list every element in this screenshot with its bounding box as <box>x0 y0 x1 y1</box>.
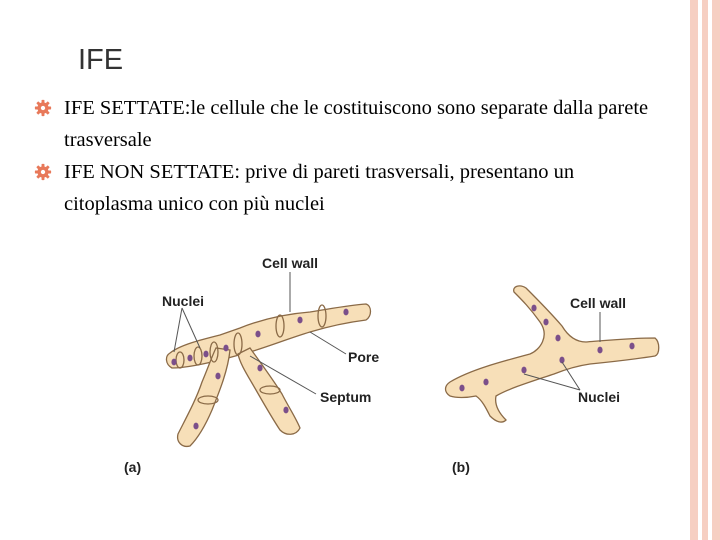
slide-title: IFE <box>78 44 124 76</box>
border-stripe <box>712 0 720 540</box>
gear-icon <box>34 163 52 181</box>
coenocytic-hypha-diagram <box>446 286 659 422</box>
hypha-segment <box>238 348 300 434</box>
border-stripe <box>702 0 708 540</box>
nuclei-label-b: Nuclei <box>578 389 621 405</box>
panel-a-label: (a) <box>124 459 142 475</box>
bullet-list <box>34 92 654 220</box>
bullet-text: IFE NON SETTATE: prive di pareti trasversali, presentano un citoplasma unico con più nuclei <box>64 161 575 215</box>
decorative-border <box>690 0 720 540</box>
bullet-text: IFE SETTATE:le cellule che le costituiscono sono separate dalla parete trasversale <box>64 97 649 151</box>
gear-icon <box>34 99 52 117</box>
hypha-body <box>446 286 659 422</box>
hypha-segment <box>166 304 370 368</box>
bullet-item <box>34 156 654 220</box>
cell-wall-label: Cell wall <box>262 255 319 271</box>
pore-label: Pore <box>348 349 380 365</box>
panel-b-label: (b) <box>452 459 470 475</box>
hyphae-figure <box>110 250 670 480</box>
cell-wall-label-b: Cell wall <box>570 295 627 311</box>
bullet-item <box>34 92 654 156</box>
septum-label: Septum <box>320 389 372 405</box>
nuclei-label: Nuclei <box>162 293 205 309</box>
border-stripe <box>690 0 698 540</box>
